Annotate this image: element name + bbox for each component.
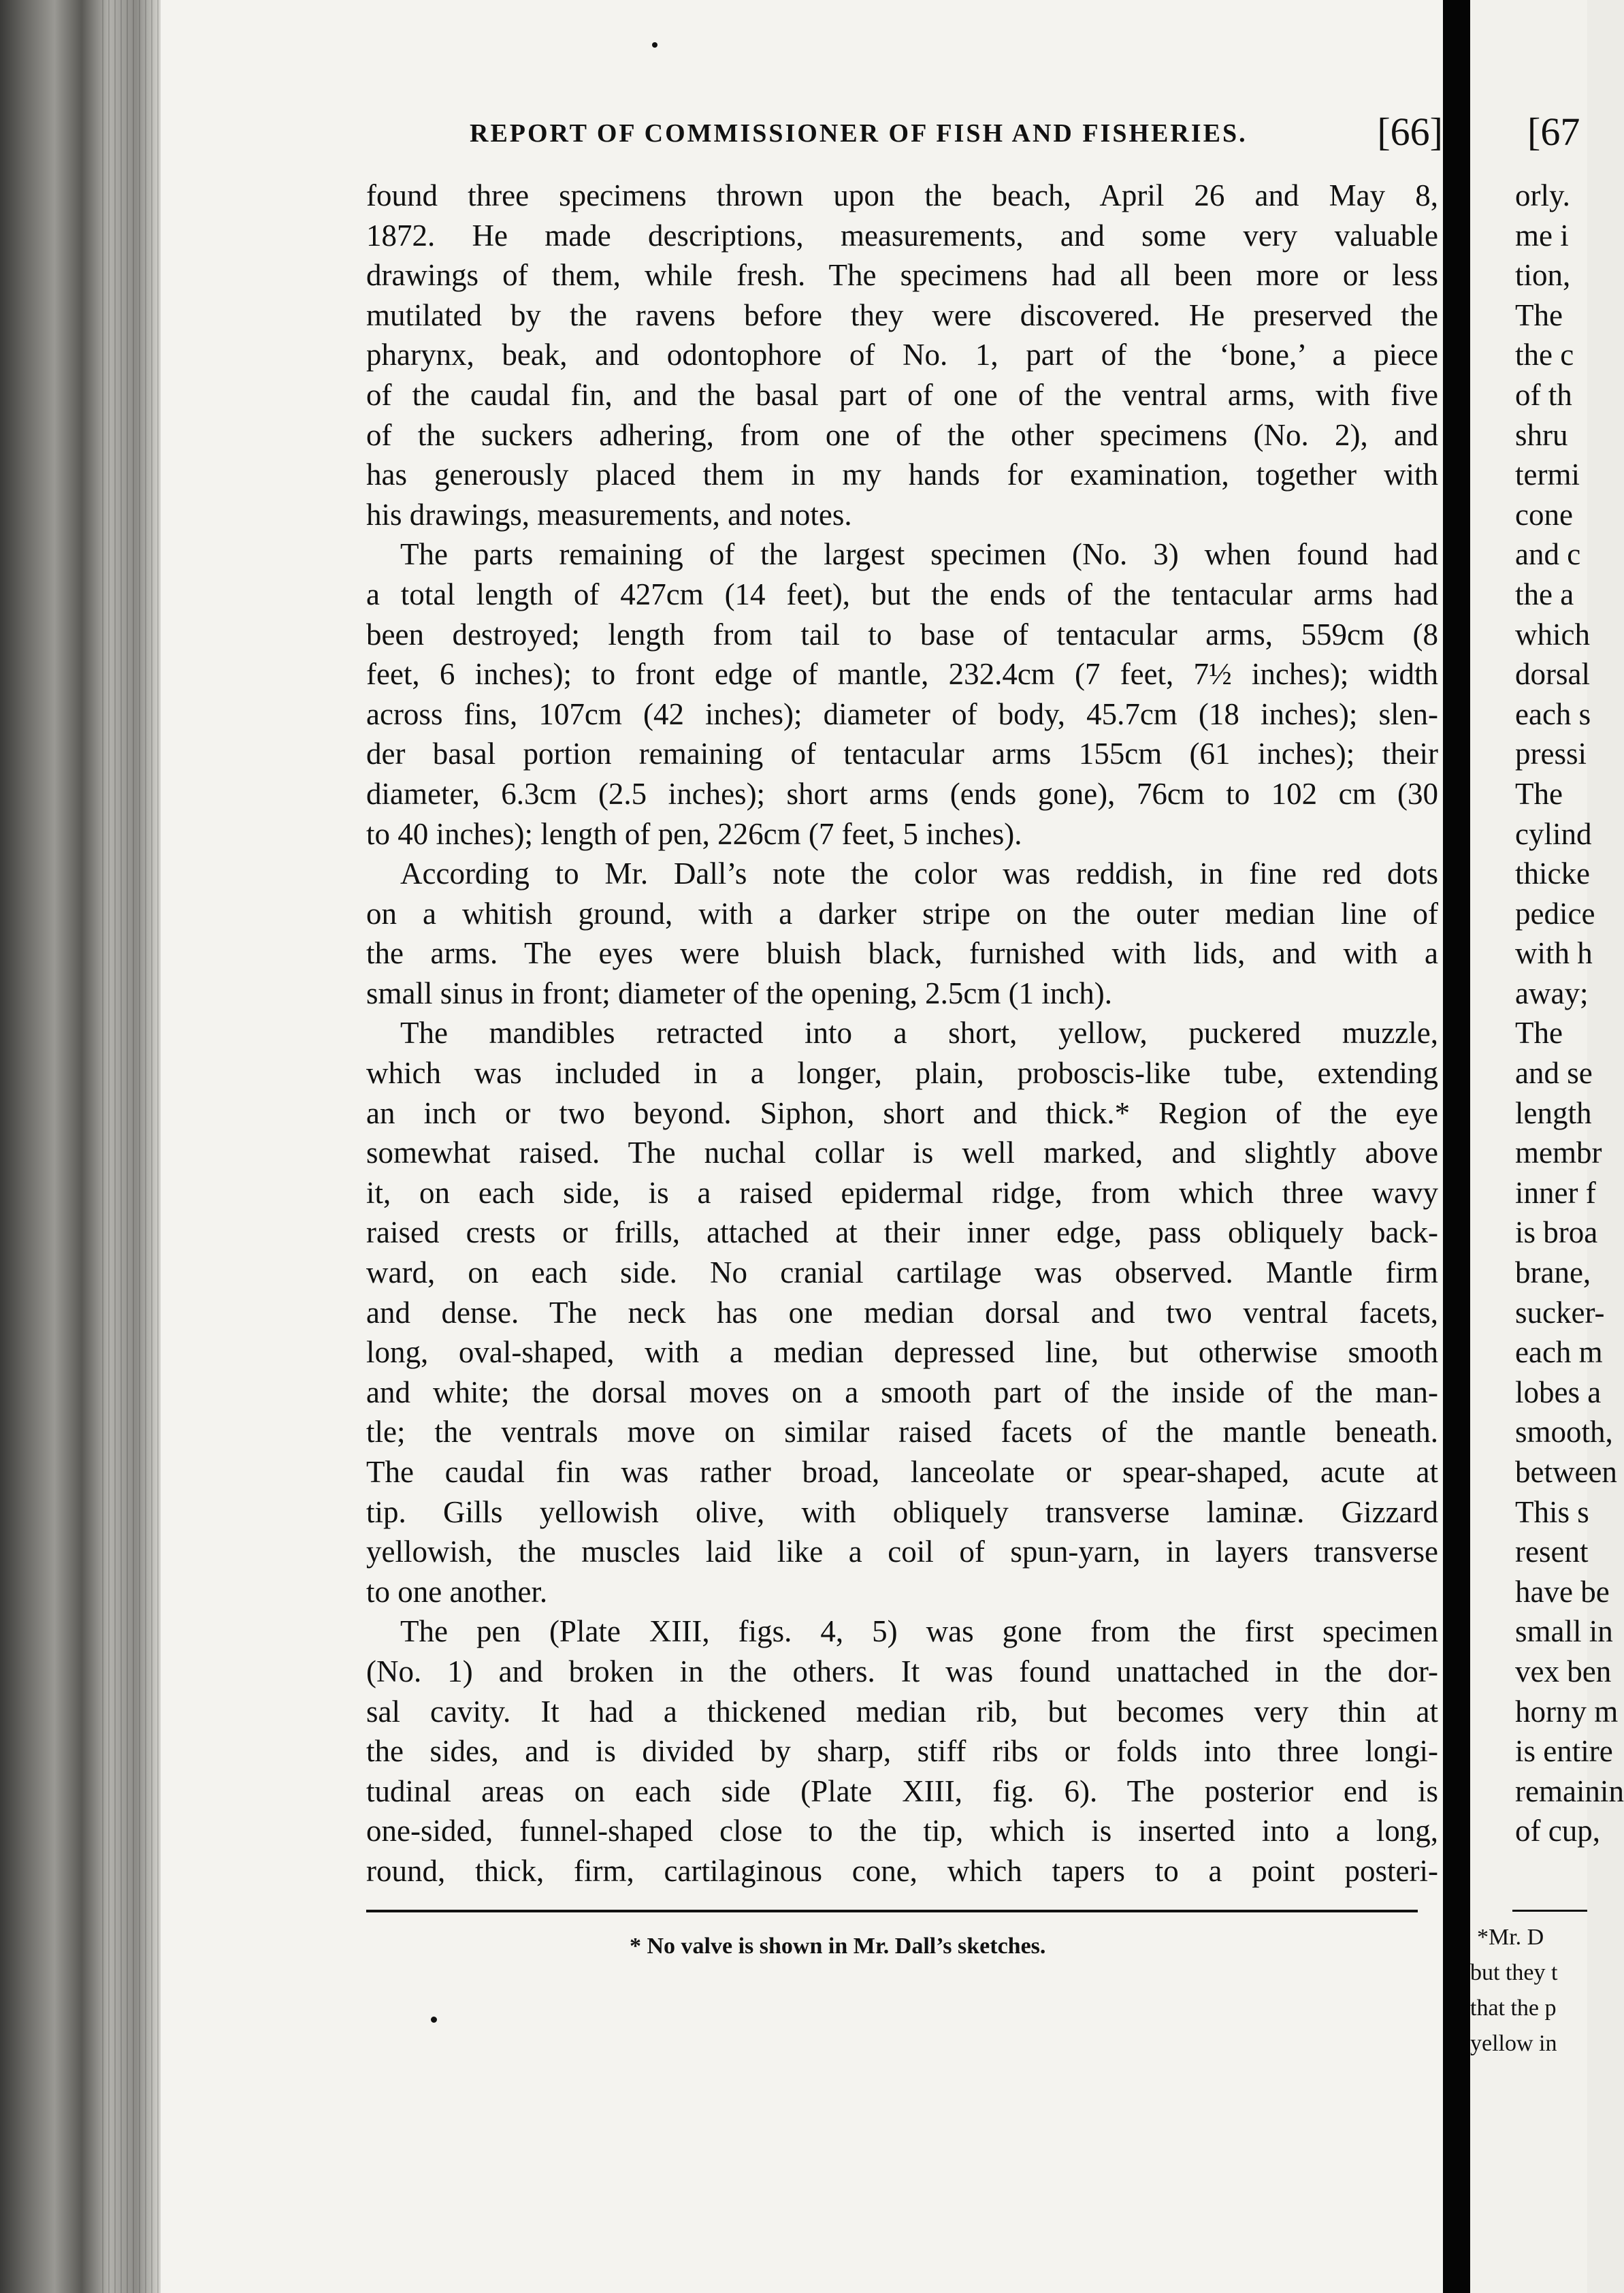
text-line: tle; the ventrals move on similar raised facets of the mantle beneath. [366, 1415, 1438, 1449]
facing-text-line: remainin [1515, 1774, 1624, 1808]
text-line: been destroyed; length from tail to base of tentacular arms, 559cm (8 [366, 617, 1438, 652]
facing-text-line: and c [1515, 537, 1581, 572]
text-line: an inch or two beyond. Siphon, short and thick.* Region of the eye [366, 1095, 1438, 1130]
text-line: on a whitish ground, with a darker stripe on the outer median line of [366, 896, 1438, 931]
facing-text-line: is broa [1515, 1215, 1598, 1250]
text-line: According to Mr. Dall’s note the color was reddish, in fine red dots [400, 856, 1438, 891]
text-line: of the caudal fin, and the basal part of one of the ventral arms, with five [366, 377, 1438, 412]
facing-text-line: have be [1515, 1574, 1610, 1609]
facing-text-line: each s [1515, 696, 1591, 731]
page-edges [102, 0, 161, 2293]
text-line: The pen (Plate XIII, figs. 4, 5) was gone from the first specimen [400, 1614, 1438, 1649]
ink-speck [431, 2017, 437, 2023]
text-line: found three specimens thrown upon the beach, April 26 and May 8, [366, 178, 1438, 212]
facing-footnote-line: but they t [1470, 1960, 1558, 1985]
text-line: of the suckers adhering, from one of the other specimens (No. 2), and [366, 417, 1438, 452]
facing-footnote-rule [1512, 1910, 1587, 1912]
facing-text-line: pedice [1515, 896, 1595, 931]
facing-text-line: smooth, [1515, 1415, 1613, 1449]
book-gutter [1443, 0, 1470, 2293]
facing-text-line: the a [1515, 577, 1574, 611]
text-line: round, thick, firm, cartilaginous cone, which tapers to a point posteri- [366, 1853, 1438, 1888]
text-line: 1872. He made descriptions, measurements, and some very valuable [366, 218, 1438, 253]
text-line: one-sided, funnel-shaped close to the tip, which is inserted into a long, [366, 1814, 1438, 1848]
facing-text-line: me i [1515, 218, 1569, 253]
facing-text-line: horny m [1515, 1694, 1619, 1729]
facing-text-line: of th [1515, 377, 1572, 412]
facing-text-line: vex ben [1515, 1654, 1612, 1688]
text-line: yellowish, the muscles laid like a coil of spun-yarn, in layers transverse [366, 1535, 1438, 1569]
text-line: (No. 1) and broken in the others. It was found unattached in the dor- [366, 1654, 1438, 1688]
text-line: raised crests or frills, attached at their inner edge, pass obliquely back- [366, 1215, 1438, 1250]
facing-text-line: the c [1515, 338, 1574, 372]
text-line: feet, 6 inches); to front edge of mantle, 232.4cm (7 feet, 7½ inches); width [366, 657, 1438, 692]
facing-text-line: away; [1515, 976, 1589, 1010]
facing-text-line: inner f [1515, 1175, 1596, 1210]
text-line: and dense. The neck has one median dorsal and two ventral facets, [366, 1295, 1438, 1330]
text-line: somewhat raised. The nuchal collar is well marked, and slightly above [366, 1136, 1438, 1170]
text-line: mutilated by the ravens before they were discovered. He preserved the [366, 298, 1438, 332]
text-line: der basal portion remaining of tentacular arms 155cm (61 inches); their [366, 737, 1438, 771]
facing-text-line: sucker- [1515, 1295, 1605, 1330]
facing-text-line: small in [1515, 1614, 1613, 1649]
text-line: and white; the dorsal moves on a smooth part of the inside of the man- [366, 1375, 1438, 1409]
facing-text-line: pressi [1515, 737, 1587, 771]
facing-text-line: dorsal [1515, 657, 1590, 692]
text-line: pharynx, beak, and odontophore of No. 1, part of the ‘bone,’ a piece [366, 338, 1438, 372]
text-line: diameter, 6.3cm (2.5 inches); short arms (ends gone), 76cm to 102 cm (30 [366, 776, 1438, 811]
facing-text-line: cylind [1515, 816, 1592, 851]
text-line: drawings of them, while fresh. The specimens had all been more or less [366, 258, 1438, 293]
facing-text-line: and se [1515, 1056, 1593, 1091]
text-line: ward, on each side. No cranial cartilage was observed. Mantle firm [366, 1255, 1438, 1290]
facing-text-line: tion, [1515, 258, 1571, 293]
footnote: * No valve is shown in Mr. Dall’s sketches. [630, 1934, 1046, 1959]
text-line: The parts remaining of the largest specimen (No. 3) when found had [400, 537, 1438, 572]
text-line: has generously placed them in my hands for examination, together with [366, 458, 1438, 492]
facing-text-line: each m [1515, 1335, 1603, 1370]
facing-text-line: The [1515, 776, 1563, 811]
ink-speck [652, 42, 657, 48]
facing-text-line: termi [1515, 458, 1580, 492]
text-line: it, on each side, is a raised epidermal ridge, from which three wavy [366, 1175, 1438, 1210]
facing-text-line: thicke [1515, 856, 1590, 891]
facing-text-line: with h [1515, 936, 1593, 971]
footnote-rule [366, 1910, 1418, 1912]
facing-text-line: This s [1515, 1494, 1589, 1529]
facing-text-line: The [1515, 1016, 1563, 1051]
body-text [366, 176, 1438, 1891]
facing-text-line: orly. [1515, 178, 1570, 212]
facing-text-line: is entire [1515, 1734, 1613, 1769]
facing-text-line: resent [1515, 1535, 1589, 1569]
text-line: sal cavity. It had a thickened median rib, but becomes very thin at [366, 1694, 1438, 1729]
page-header [470, 109, 1443, 163]
facing-footnote [1470, 1920, 1587, 2062]
facing-text-line: lobes a [1515, 1375, 1602, 1409]
facing-text-line: brane, [1515, 1255, 1591, 1290]
text-line: the sides, and is divided by sharp, stiff ribs or folds into three longi- [366, 1734, 1438, 1769]
text-line: small sinus in front; diameter of the opening, 2.5cm (1 inch). [366, 976, 1113, 1010]
text-line: to 40 inches); length of pen, 226cm (7 feet, 5 inches). [366, 816, 1022, 851]
facing-footnote-line: *Mr. D [1477, 1925, 1544, 1950]
facing-text-line: The [1515, 298, 1563, 332]
text-line: tip. Gills yellowish olive, with obliquely transverse laminæ. Gizzard [366, 1494, 1438, 1529]
facing-text-line: membr [1515, 1136, 1602, 1170]
facing-text-line: which [1515, 617, 1590, 652]
facing-text-line: shru [1515, 417, 1568, 452]
facing-footnote-line: that the p [1470, 1995, 1557, 2021]
text-line: The mandibles retracted into a short, yellow, puckered muzzle, [400, 1016, 1438, 1051]
facing-text-line: of cup, [1515, 1814, 1600, 1848]
facing-text-line: cone [1515, 497, 1573, 532]
text-line: the arms. The eyes were bluish black, furnished with lids, and with a [366, 936, 1438, 971]
facing-footnote-line: yellow in [1470, 2031, 1557, 2056]
text-line: across fins, 107cm (42 inches); diameter of body, 45.7cm (18 inches); slen- [366, 696, 1438, 731]
page-number: [66] [1377, 110, 1443, 154]
facing-text-line: length [1515, 1095, 1592, 1130]
text-line: a total length of 427cm (14 feet), but the ends of the tentacular arms had [366, 577, 1438, 611]
facing-page-number: [67 [1527, 110, 1580, 154]
text-line: The caudal fin was rather broad, lanceolate or spear-shaped, acute at [366, 1455, 1438, 1489]
facing-page-text [1515, 176, 1624, 1851]
text-line: to one another. [366, 1574, 548, 1609]
text-line: tudinal areas on each side (Plate XIII, fig. 6). The posterior end is [366, 1774, 1438, 1808]
text-line: which was included in a longer, plain, proboscis-like tube, extending [366, 1056, 1438, 1091]
text-line: his drawings, measurements, and notes. [366, 497, 852, 532]
book-binding-edge [0, 0, 161, 2293]
text-line: long, oval-shaped, with a median depressed line, but otherwise smooth [366, 1335, 1438, 1370]
facing-text-line: between [1515, 1455, 1617, 1489]
running-title: REPORT OF COMMISSIONER OF FISH AND FISHERIES. [470, 119, 1248, 148]
